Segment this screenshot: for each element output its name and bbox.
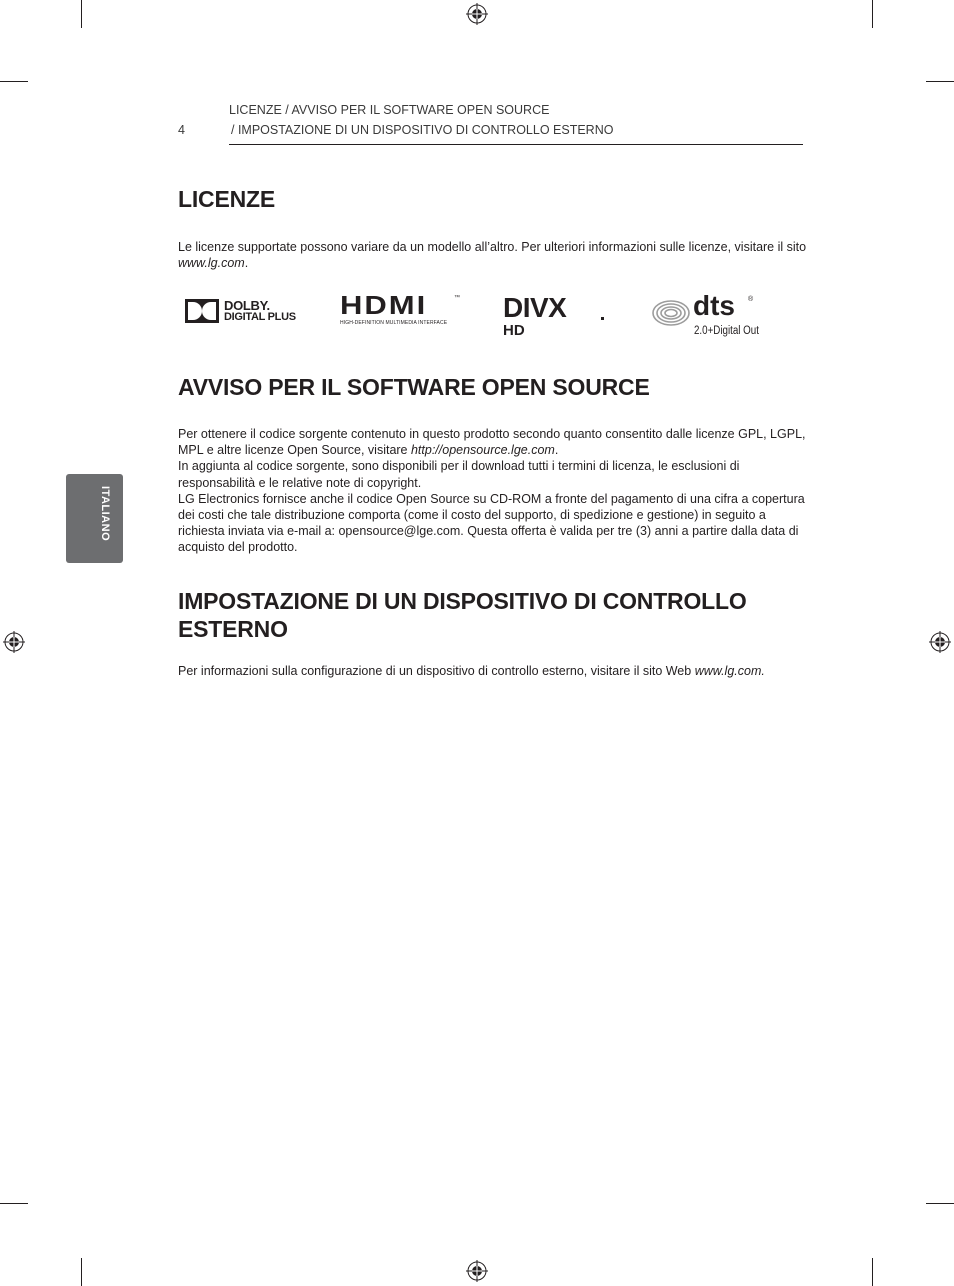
divx-word: DIVX bbox=[503, 292, 567, 323]
open-source-p3: LG Electronics fornisce anche il codice Open Source su CD-ROM a fronte del pagamento di una cifra a copertura dei costi che tale distribuzione comporta (come il costo del supporto, di spedizione e gestione) in seguito a richiesta inviata via e-mail a: opensource@lge.com. Questa offerta è valida per tre (3) anni a partire dalla data di acquisto del prodotto. bbox=[178, 491, 805, 555]
hdmi-tm: ™ bbox=[454, 295, 460, 301]
divx-hd-logo bbox=[503, 292, 607, 341]
running-header-line1: LICENZE / AVVISO PER IL SOFTWARE OPEN SOURCE bbox=[229, 103, 550, 117]
open-source-p2: In aggiunta al codice sorgente, sono disponibili per il download tutti i termini di licenza, le esclusioni di responsabilità e le relative note di copyright. bbox=[178, 459, 740, 490]
dts-word: dts bbox=[693, 290, 735, 321]
licenze-text: Le licenze supportate possono variare da un modello all’altro. Per ulteriori informazioni sulle licenze, visitare il sito www.lg.com. bbox=[178, 240, 807, 271]
section-title-external-control: IMPOSTAZIONE DI UN DISPOSITIVO DI CONTROLLO ESTERNO bbox=[178, 588, 747, 642]
dts-logo bbox=[651, 290, 773, 342]
hdmi-logo bbox=[340, 290, 462, 331]
dts-sub: 2.0+Digital Out bbox=[694, 325, 759, 337]
dolby-line2: DIGITAL PLUS bbox=[224, 311, 296, 323]
header-rule bbox=[229, 144, 803, 145]
registration-mark-icon bbox=[466, 1260, 488, 1282]
registration-mark-icon bbox=[3, 631, 25, 653]
language-tab bbox=[66, 474, 123, 563]
crop-mark bbox=[81, 0, 82, 28]
page-number: 4 bbox=[178, 123, 185, 137]
crop-mark bbox=[872, 0, 873, 28]
registration-mark-icon bbox=[466, 3, 488, 25]
open-source-link[interactable]: http://opensource.lge.com bbox=[410, 443, 555, 458]
divx-dot bbox=[601, 317, 604, 320]
crop-mark bbox=[926, 1203, 954, 1204]
divx-sub: HD bbox=[503, 322, 525, 339]
licenze-link[interactable]: www.lg.com bbox=[178, 256, 245, 271]
dolby-line1: DOLBY. bbox=[224, 298, 270, 313]
crop-mark bbox=[0, 1203, 28, 1204]
running-header-line2: / IMPOSTAZIONE DI UN DISPOSITIVO DI CONTROLLO ESTERNO bbox=[231, 123, 614, 137]
licenze-text-body: Le licenze supportate possono variare da un modello all’altro. Per ulteriori informazioni sulle licenze, visitare il sito bbox=[178, 240, 807, 254]
external-control-body: Per informazioni sulla configurazione di un dispositivo di controllo esterno, visitare il sito Web bbox=[178, 664, 695, 678]
external-control-link[interactable]: www.lg.com. bbox=[694, 664, 765, 678]
open-source-text: Per ottenere il codice sorgente contenuto in questo prodotto secondo quanto consentito dalle licenze GPL, LGPL, MPL e altre licenze Open Source, visitare http://opensource.lge.com. In aggiunta al codice sorgente, sono disponibili per il download tutti i termini di licenza, le esclusioni di responsabilità e le relative note di copyright. LG Electronics fornisce anche il codice Open Source su CD-ROM a fronte del pagamento di una cifra a copertura dei costi che tale distribuzione comporta (come il costo del supporto, di spedizione e gestione) in seguito a richiesta inviata via e-mail a: opensource@lge.com. Questa offerta è valida per tre (3) anni a partire dalla data di acquisto del prodotto. bbox=[178, 427, 806, 555]
crop-mark bbox=[81, 1258, 82, 1286]
external-control-text bbox=[178, 663, 818, 679]
language-tab-label: ITALIANO bbox=[99, 486, 111, 542]
hdmi-word: HDMI bbox=[340, 290, 428, 320]
section-title-open-source: AVVISO PER IL SOFTWARE OPEN SOURCE bbox=[178, 374, 650, 400]
crop-mark bbox=[926, 81, 954, 82]
crop-mark bbox=[0, 81, 28, 82]
dolby-logo bbox=[185, 298, 310, 326]
section-title-licenze: LICENZE bbox=[178, 186, 275, 212]
dolby-double-d-icon bbox=[185, 299, 219, 323]
dts-sound-arcs-icon bbox=[651, 298, 691, 328]
registration-mark-icon bbox=[929, 631, 951, 653]
hdmi-tagline: HIGH-DEFINITION MULTIMEDIA INTERFACE bbox=[340, 320, 448, 326]
dts-registered: ® bbox=[748, 296, 754, 303]
open-source-p1: Per ottenere il codice sorgente contenuto in questo prodotto secondo quanto consentito dalle licenze GPL, LGPL, MPL e altre licenze Open Source, visitare bbox=[178, 427, 806, 458]
crop-mark bbox=[872, 1258, 873, 1286]
